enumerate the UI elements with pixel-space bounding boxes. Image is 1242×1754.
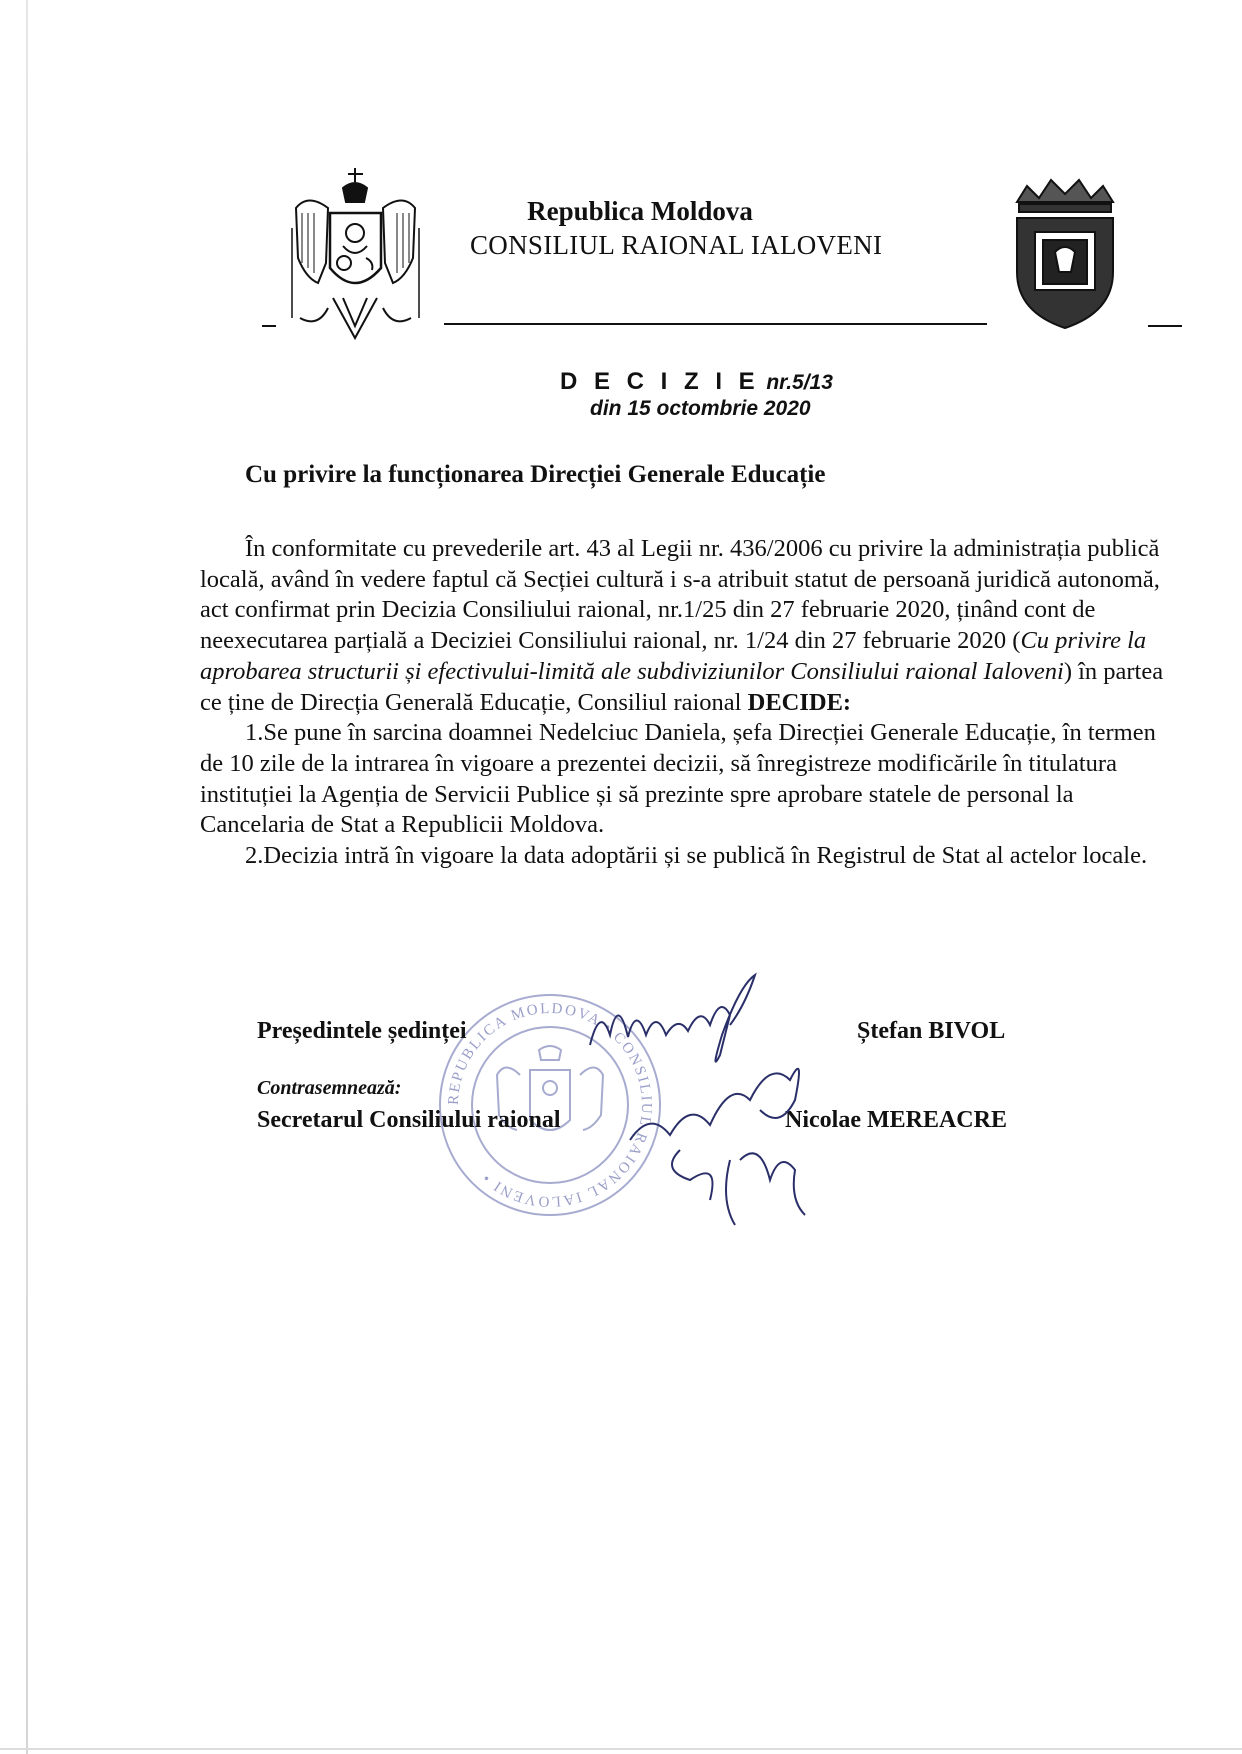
stamp-text: REPUBLICA MOLDOVA • CONSILIUL RAIONAL IALOVENI • xyxy=(445,1000,655,1210)
scan-edge xyxy=(26,0,28,1754)
decision-word: D E C I Z I E xyxy=(560,368,760,395)
decision-number: nr.5/13 xyxy=(766,371,833,394)
ialoveni-coat-of-arms-icon xyxy=(1005,172,1125,332)
decision-body xyxy=(200,534,1180,872)
scan-edge-bottom xyxy=(0,1748,1242,1750)
header-dash-left xyxy=(262,325,276,327)
header-rule xyxy=(444,323,987,325)
point-1-paragraph: 1.Se pune în sarcina doamnei Nedelciuc Daniela, șefa Direcției Generale Educație, în termen de 10 zile de la intrarea în vigoare a prezentei decizii, să înregistreze modificările în titulatura instituției la Agenția de Servicii Publice și să prezinte spre aprobare statele de personal la Cancelaria de Stat a Republicii Moldova. xyxy=(200,719,1156,839)
preamble-paragraph xyxy=(200,534,1180,718)
countersign-label: Contrasemnează: xyxy=(257,1077,402,1099)
point-2-paragraph: 2.Decizia intră în vigoare la data adoptării și se publică în Registrul de Stat al actelor locale. xyxy=(245,842,1148,870)
secretary-name: Nicolae MEREACRE xyxy=(785,1107,1007,1133)
secretary-label: Secretarul Consiliului raional xyxy=(257,1107,561,1133)
decision-subject: Cu privire la funcționarea Direcției Generale Educație xyxy=(245,461,826,488)
header-dash-right xyxy=(1148,325,1182,327)
decision-title xyxy=(560,368,960,396)
header-council: CONSILIUL RAIONAL IALOVENI xyxy=(470,230,883,260)
header-country: Republica Moldova xyxy=(527,196,753,226)
moldova-coat-of-arms-icon xyxy=(288,168,423,343)
decides-keyword: DECIDE: xyxy=(747,688,852,716)
preamble-text-2: ) în partea ce ține de Direcția Generală Educație, Consiliul raional xyxy=(200,657,1164,716)
preamble-italic-title: Cu privire la aprobarea structurii și efectivului-limită ale subdiviziunilor Consiliului raional Ialoveni xyxy=(200,627,1147,685)
decision-date: din 15 octombrie 2020 xyxy=(590,397,811,420)
preamble-text-1: În conformitate cu prevederile art. 43 al Legii nr. 436/2006 cu privire la administrația publică locală, având în vedere faptul că Secției cultură i s-a atribuit statut de persoană juridică autonomă, act confirmat prin Decizia Consiliului raional, nr.1/25 din 27 februarie 2020, ținând cont de neexecutarea parțială a Deciziei Consiliului raional, nr. 1/24 din 27 februarie 2020 ( xyxy=(200,535,1160,655)
president-name: Ștefan BIVOL xyxy=(857,1018,1006,1044)
president-label: Președintele ședinței xyxy=(257,1018,467,1044)
secretary-signature-icon xyxy=(620,1040,830,1230)
